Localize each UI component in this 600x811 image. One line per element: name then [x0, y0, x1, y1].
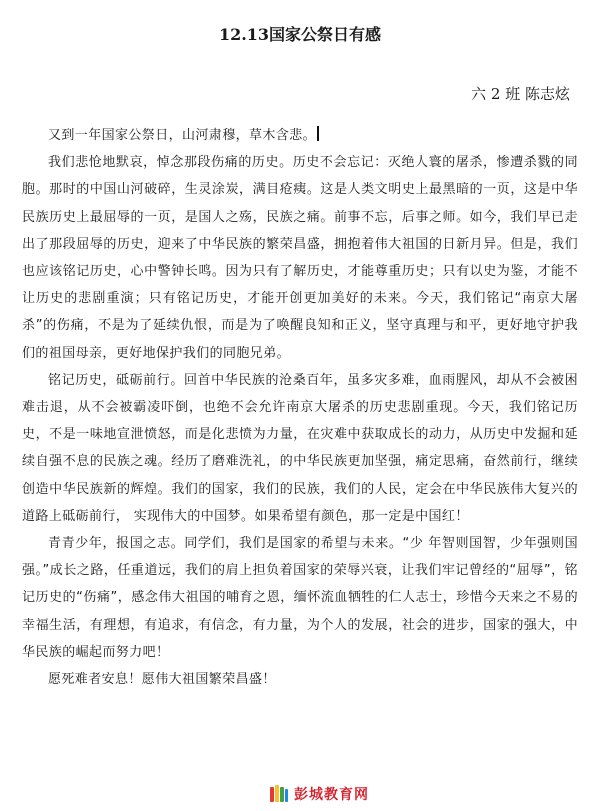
- paragraph-3[interactable]: 铭记历史，砥砺前行。回首中华民族的沧桑百年，虽多灾多难，血雨腥风，却从不会被困难击退，从不会被霸凌吓倒，也绝不会允许南京大屠杀的历史悲剧重现。今天，我们铭记历史，不是一味地宣泄愤怒，而是化悲愤为力量，在灾难中获取成长的动力，从历史中发掘和延续自强不息的民族之魂。经历了磨难洗礼，的中华民族更加坚强，痛定思痛，奋然前行，继续创造中华民族新的辉煌。我们的国家，我们的民族，我们的人民，定会在中华民族伟大复兴的道路上砥砺前行， 实现伟大的中国梦。如果希望有颜色，那一定是中国红！: [22, 372, 578, 524]
- paragraph-1[interactable]: [22, 122, 578, 149]
- paragraph-1-text: 又到一年国家公祭日，山河肃穆，草木含悲。: [48, 128, 317, 143]
- paragraph-2[interactable]: 我们悲怆地默哀，悼念那段伤痛的历史。历史不会忘记：灭绝人寰的屠杀，惨遭杀戮的同胞。那时的中国山河破碎，生灵涂炭，满目疮痍。这是人类文明史上最黑暗的一页，这是中华民族历史上最屈辱的一页，是国人之殇，民族之痛。前事不忘，后事之师。如今，我们早已走出了那段屈辱的历史，迎来了中华民族的繁荣昌盛，拥抱着伟大祖国的日新月异。但是，我们也应该铭记历史，心中警钟长鸣。因为只有了解历史，才能尊重历史；只有以史为鉴，才能不让历史的悲剧重演；只有铭记历史，才能开创更加美好的未来。今天，我们铭记“南京大屠杀”的伤痛，不是为了延续仇恨，而是为了唤醒良知和正义，坚守真理与和平，更好地守护我们的祖国母亲，更好地保护我们的同胞兄弟。: [22, 155, 578, 361]
- text-cursor: [317, 126, 319, 141]
- paragraph-5[interactable]: 愿死难者安息！愿伟大祖国繁荣昌盛！: [48, 672, 276, 688]
- paragraph-4[interactable]: 青青少年，报国之志。同学们，我们是国家的希望与未来。“少 年智则国智，少年强则国强。”成长之路，任重道远，我们的肩上担负着国家的荣辱兴衰，让我们牢记曾经的“屈辱”，铭记历史的“伤痛”，感念伟大祖国的哺育之恩，缅怀流血牺牲的仁人志士，珍惜今天来之不易的幸福生活，有理想，有追求，有信念，有力量，为个人的发展，社会的进步，国家的强大，中华民族的崛起而努力吧！: [22, 536, 578, 660]
- essay-body: [22, 122, 578, 693]
- watermark-text: 彭城教育网: [294, 787, 369, 803]
- author-byline: 六 2 班 陈志炫: [471, 85, 570, 103]
- document-title: 12.13国家公祭日有感: [218, 25, 382, 44]
- site-watermark: [268, 782, 369, 806]
- book-logo-icon: [268, 783, 290, 805]
